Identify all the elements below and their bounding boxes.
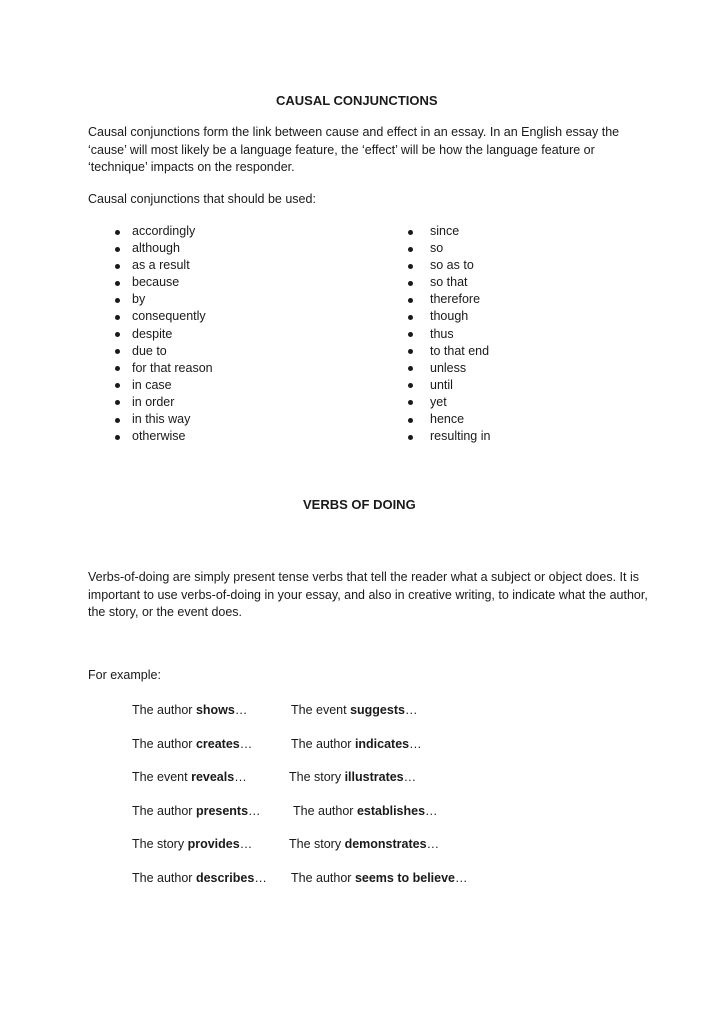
list-item: by xyxy=(132,291,213,308)
causal-list-right xyxy=(430,223,490,445)
bullet-icon xyxy=(408,418,413,423)
example-right: The story demonstrates… xyxy=(289,837,440,851)
bullet-icon xyxy=(408,230,413,235)
list-item: unless xyxy=(430,360,490,377)
example-right: The author establishes… xyxy=(293,804,438,818)
example-right: The event suggests… xyxy=(291,703,418,717)
list-item: to that end xyxy=(430,343,490,360)
list-item: yet xyxy=(430,394,490,411)
list-item: so as to xyxy=(430,257,490,274)
bullet-icon xyxy=(408,281,413,286)
example-left: The event reveals… xyxy=(132,770,247,784)
list-item: accordingly xyxy=(132,223,213,240)
list-item: as a result xyxy=(132,257,213,274)
list-item: for that reason xyxy=(132,360,213,377)
example-left: The author describes… xyxy=(132,871,267,885)
example-left: The author presents… xyxy=(132,804,261,818)
list-item: until xyxy=(430,377,490,394)
bullet-icon xyxy=(115,281,120,286)
bullet-icon xyxy=(408,435,413,440)
bullet-icon xyxy=(115,264,120,269)
list-item: so that xyxy=(430,274,490,291)
bullet-icon xyxy=(115,298,120,303)
bullet-icon xyxy=(408,400,413,405)
example-left: The author shows… xyxy=(132,703,248,717)
bullet-icon xyxy=(115,435,120,440)
bullet-icon xyxy=(408,315,413,320)
example-label: For example: xyxy=(88,668,161,682)
verbs-of-doing-title: VERBS OF DOING xyxy=(303,497,416,512)
example-left: The story provides… xyxy=(132,837,253,851)
bullet-icon xyxy=(408,332,413,337)
list-item: resulting in xyxy=(430,428,490,445)
causal-list-left xyxy=(132,223,213,445)
causal-conjunctions-title: CAUSAL CONJUNCTIONS xyxy=(276,93,438,108)
bullet-icon xyxy=(115,366,120,371)
bullet-icon xyxy=(115,332,120,337)
bullet-icon xyxy=(115,247,120,252)
list-item: hence xyxy=(430,411,490,428)
list-item: due to xyxy=(132,343,213,360)
example-right: The story illustrates… xyxy=(289,770,417,784)
bullet-icon xyxy=(408,264,413,269)
list-item: therefore xyxy=(430,291,490,308)
bullet-icon xyxy=(408,383,413,388)
bullet-icon xyxy=(408,349,413,354)
list-item: consequently xyxy=(132,308,213,325)
causal-intro-paragraph: Causal conjunctions form the link between cause and effect in an essay. In an English essay the ‘cause’ will most likely be a language feature, the ‘effect’ will be how the language feature or ‘technique’ impacts on the responder. xyxy=(88,125,620,174)
list-item: because xyxy=(132,274,213,291)
bullet-icon xyxy=(115,418,120,423)
bullet-icon xyxy=(408,298,413,303)
bullet-icon xyxy=(115,383,120,388)
list-item: in this way xyxy=(132,411,213,428)
verbs-intro-paragraph: Verbs-of-doing are simply present tense verbs that tell the reader what a subject or object does. It is important to use verbs-of-doing in your essay, and also in creative writing, to indicate what the author, the story, or the event does. xyxy=(88,570,648,619)
list-item: in order xyxy=(132,394,213,411)
example-right: The author seems to believe… xyxy=(291,871,468,885)
example-left: The author creates… xyxy=(132,737,253,751)
bullet-icon xyxy=(115,349,120,354)
list-item: otherwise xyxy=(132,428,213,445)
bullet-icon xyxy=(408,247,413,252)
list-item: although xyxy=(132,240,213,257)
list-item: thus xyxy=(430,326,490,343)
causal-list-intro: Causal conjunctions that should be used: xyxy=(88,192,316,206)
bullet-icon xyxy=(115,315,120,320)
list-item: in case xyxy=(132,377,213,394)
bullet-icon xyxy=(115,230,120,235)
example-right: The author indicates… xyxy=(291,737,422,751)
list-item: though xyxy=(430,308,490,325)
list-item: since xyxy=(430,223,490,240)
list-item: so xyxy=(430,240,490,257)
bullet-icon xyxy=(408,366,413,371)
list-item: despite xyxy=(132,326,213,343)
bullet-icon xyxy=(115,400,120,405)
